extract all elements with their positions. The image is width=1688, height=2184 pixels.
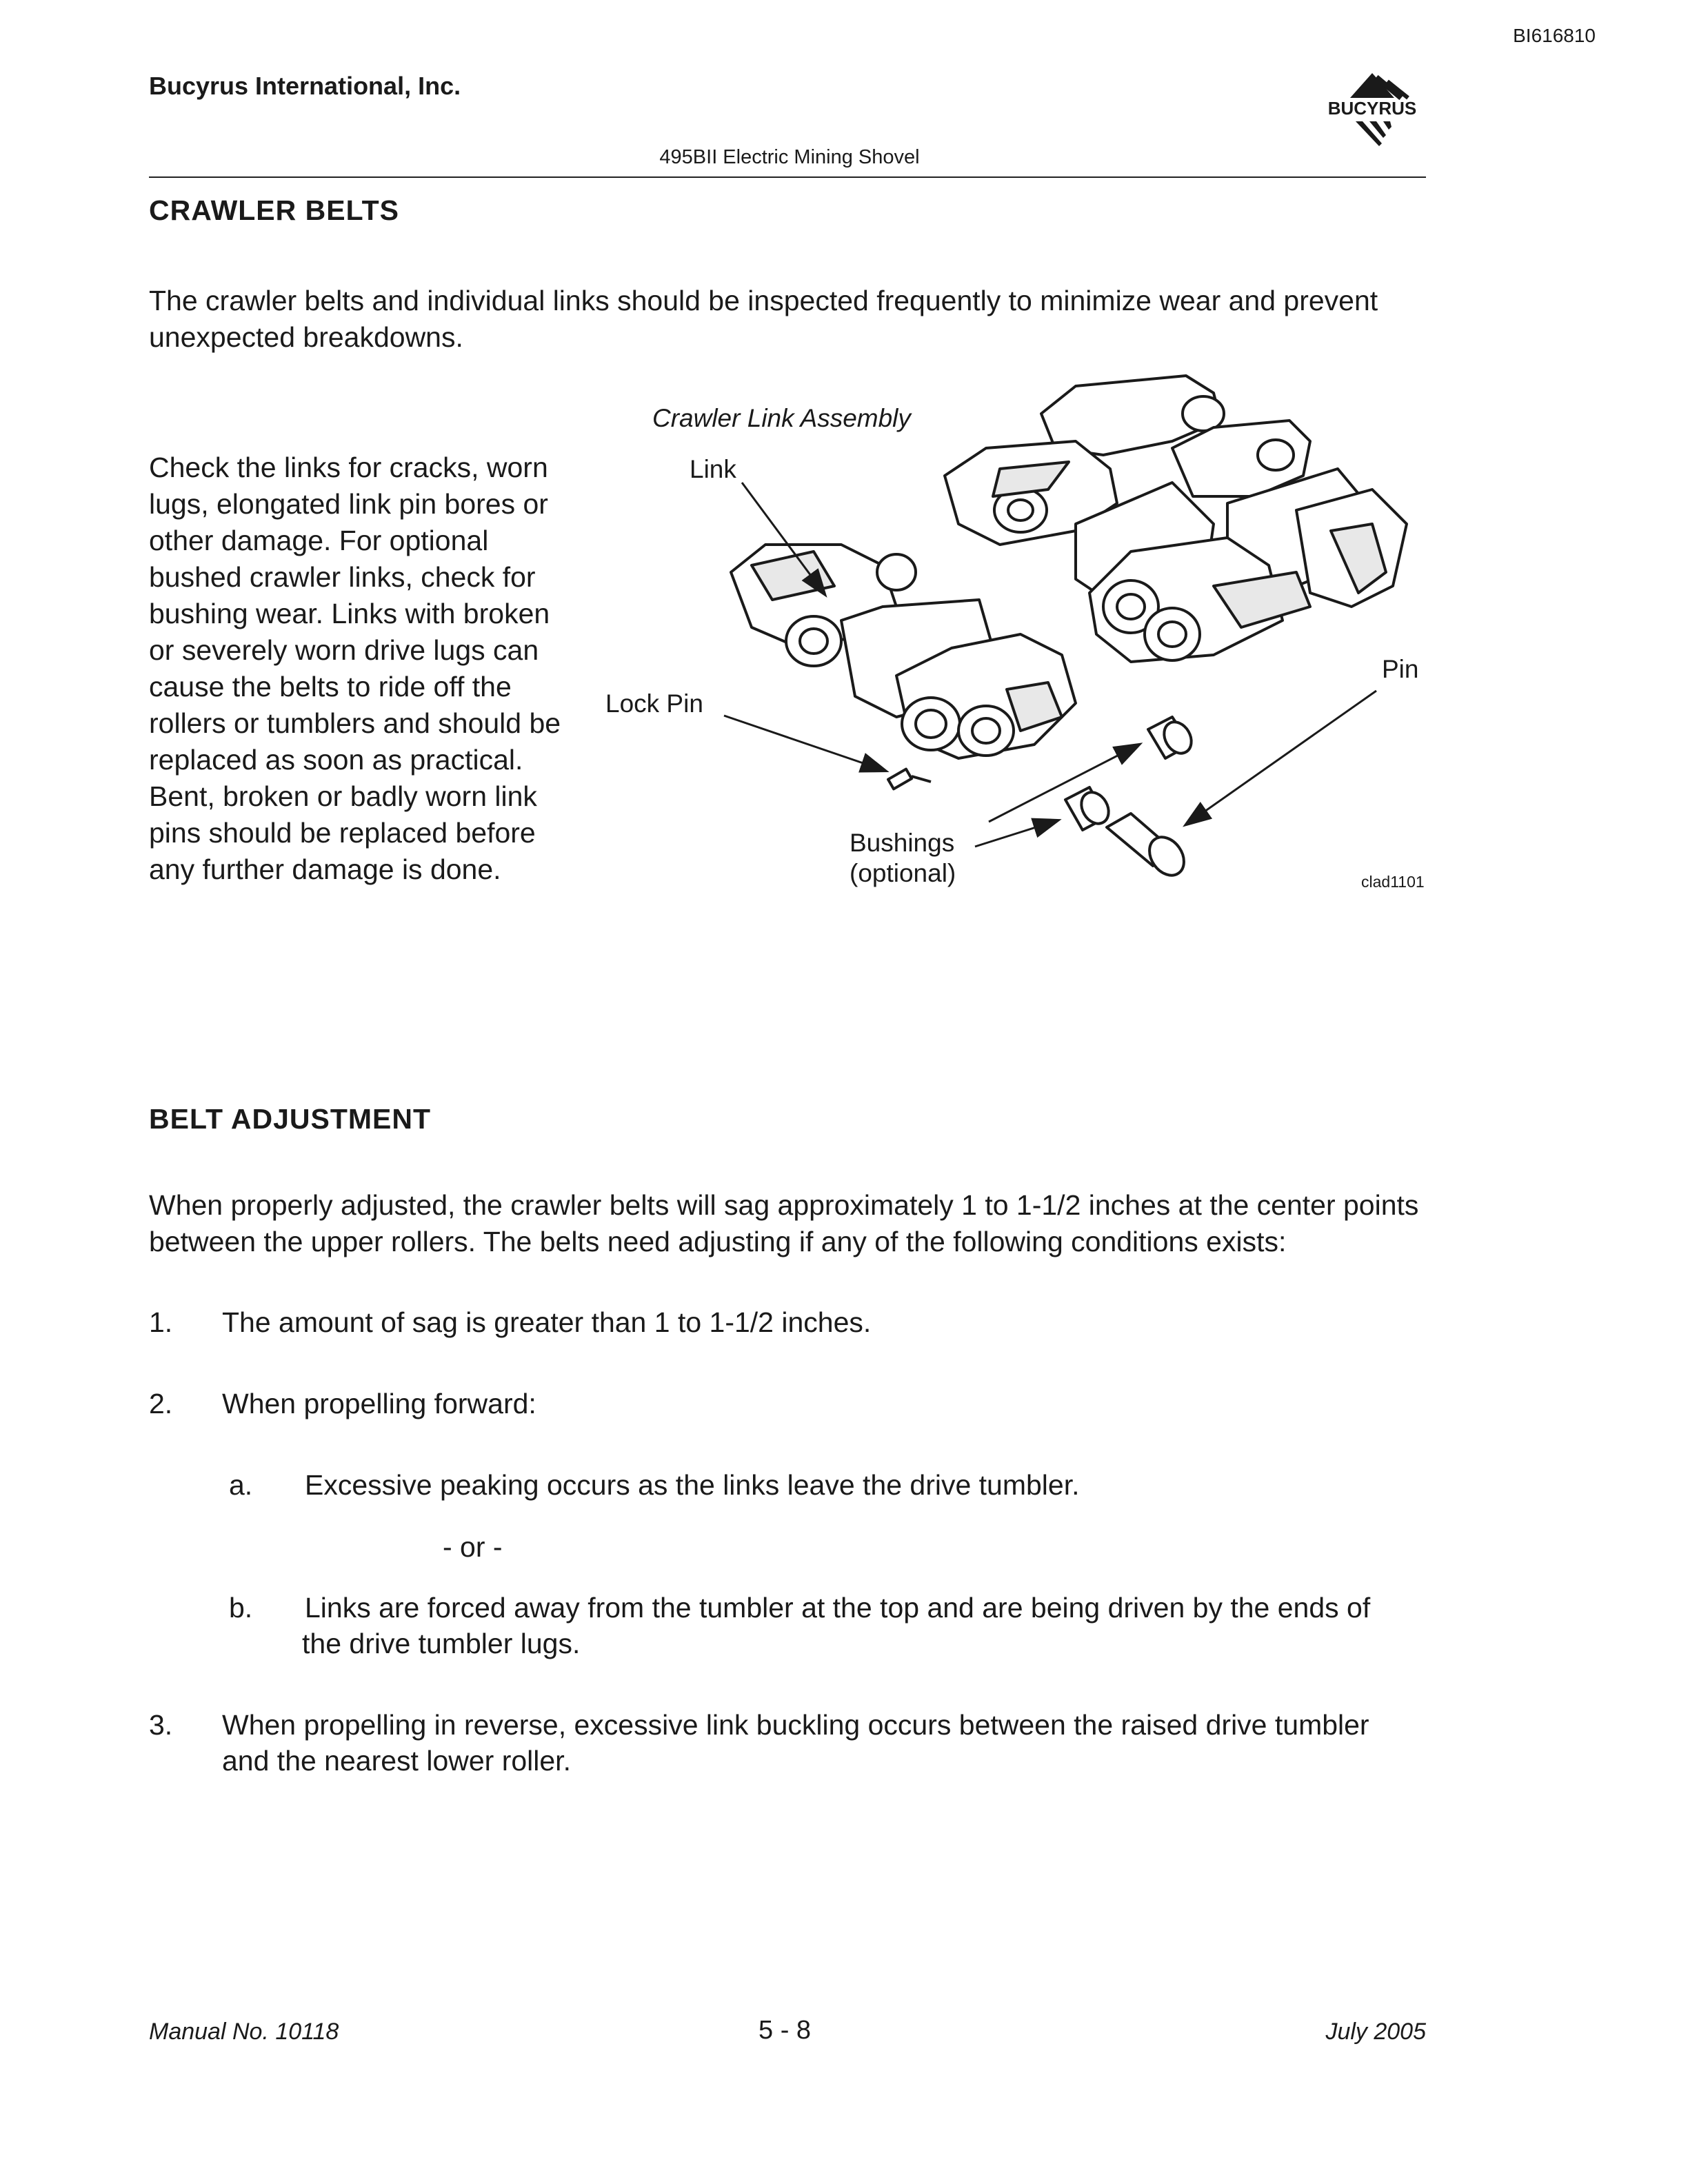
list-item-text: Links are forced away from the tumbler at the top and are being driven by the ends of [305,1592,1371,1624]
section-heading-belt-adjustment: BELT ADJUSTMENT [149,1103,432,1135]
list-item-text: the drive tumbler lugs. [302,1628,581,1659]
crawler-link-illustration [0,0,1688,965]
list-number: 2. [149,1388,173,1419]
paragraph-line: any further damage is done. [149,853,501,885]
company-name: Bucyrus International, Inc. [149,72,461,100]
label-pin: Pin [1382,655,1419,683]
document-subtitle: 495BII Electric Mining Shovel [659,146,920,168]
footer-page-number: 5 - 8 [758,2016,812,2045]
footer-date: July 2005 [1325,2019,1426,2045]
lock-pin-part [888,769,931,789]
list-number: 3. [149,1709,173,1741]
intro-paragraph: The crawler belts and individual links should be inspected frequently to minimize wear and prevent unexpected breakdowns. [149,285,1378,353]
lock-pin-arrow [724,716,885,771]
list-item-text: When propelling forward: [222,1388,536,1419]
bushing-part [1065,787,1114,830]
bushings-arrow-upper [989,745,1139,822]
paragraph-line: bushed crawler links, check for [149,561,536,593]
paragraph-line: replaced as soon as practical. [149,744,523,776]
paragraph-line: or severely worn drive lugs can [149,634,539,666]
or-separator: - or - [443,1531,503,1563]
paragraph-line: other damage. For optional [149,525,489,556]
list-number: 1. [149,1306,173,1338]
paragraph-line: Check the links for cracks, worn [149,452,548,483]
paragraph-line: rollers or tumblers and should be [149,707,561,739]
list-item-text: and the nearest lower roller. [222,1745,571,1777]
list-item-text: When propelling in reverse, excessive link buckling occurs between the raised drive tumbler [222,1709,1369,1741]
section-heading-crawler-belts: CRAWLER BELTS [149,194,400,226]
logo-text: BUCYRUS [1327,98,1417,119]
paragraph-line: lugs, elongated link pin bores or [149,488,548,520]
paragraph-line: pins should be replaced before [149,817,536,849]
label-link: Link [690,455,736,483]
bushings-arrow-lower [975,820,1058,847]
list-item-text: Excessive peaking occurs as the links leave the drive tumbler. [305,1469,1080,1501]
paragraph-line: Bent, broken or badly worn link [149,780,537,812]
paragraph-line: bushing wear. Links with broken [149,598,550,629]
pin-arrow [1186,691,1376,825]
footer-manual-number: Manual No. 10118 [149,2019,339,2045]
list-letter: a. [229,1469,253,1501]
figure-reference: clad1101 [1361,873,1425,891]
label-bushings-optional: (optional) [850,859,956,887]
paragraph-line: cause the belts to ride off the [149,671,512,702]
label-lock-pin: Lock Pin [605,689,703,718]
pin-part [1107,813,1191,882]
label-bushings: Bushings [850,829,955,857]
figure-caption: Crawler Link Assembly [652,404,911,432]
list-letter: b. [229,1592,253,1624]
adjustment-paragraph: When properly adjusted, the crawler belts will sag approximately 1 to 1-1/2 inches at the center points between the upper rollers. The belts need adjusting if any of the following conditions exists: [149,1189,1419,1257]
bushing-part [1148,717,1197,758]
document-id: BI616810 [1513,25,1596,46]
list-item-text: The amount of sag is greater than 1 to 1-1/2 inches. [222,1306,872,1338]
